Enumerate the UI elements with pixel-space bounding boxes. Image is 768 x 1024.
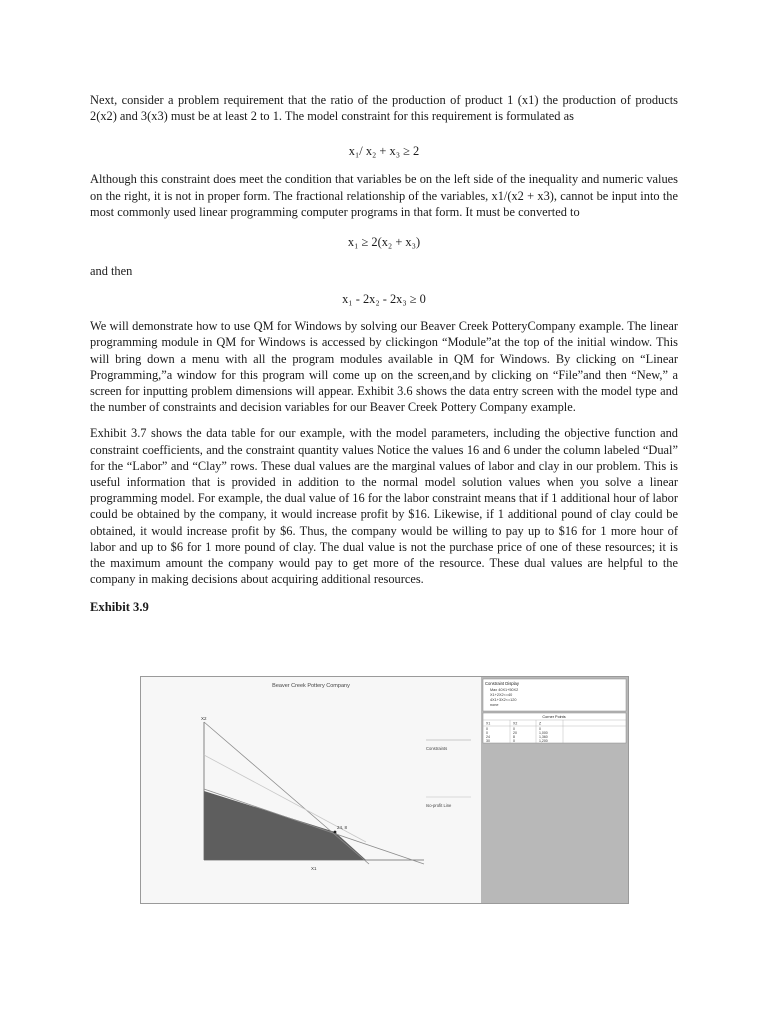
legend-constraints: Constraints — [426, 746, 448, 751]
equation-final: x₁ - 2x₂ - 2x₃ ≥ 0 — [342, 292, 426, 307]
corner-cell: 1,360 — [539, 735, 548, 739]
y-axis-label: X2 — [201, 716, 207, 721]
paragraph-constraint-form: Although this constraint does meet the condition that variables be on the left side of the inequality and numeric values on the right, it is not in proper form. The fractional relationship of the variables, x1/(x2 + x3), cannot be input into the most commonly used linear programming computer programs in that form. It must be converted to — [90, 172, 678, 219]
corner-cell: 0 — [486, 727, 488, 731]
equation-converted: x₁ ≥ 2(x₂ + x₃) — [347, 235, 421, 250]
paragraph-and-then: and then — [90, 264, 133, 279]
corner-cell: 1,000 — [539, 731, 548, 735]
corner-header-x1: X1 — [486, 721, 491, 726]
corner-points-title: Corner Points — [542, 715, 566, 719]
exhibit-label: Exhibit 3.9 — [90, 600, 149, 615]
optimal-point — [334, 831, 337, 834]
legend-isoprofit: Iso-profit Line — [426, 803, 452, 808]
constraint-option-none[interactable]: none — [490, 703, 499, 707]
equation-ratio: x₁/ x₂ + x₃ ≥ 2 — [348, 144, 420, 159]
corner-cell: 8 — [513, 735, 515, 739]
x-axis-label: X1 — [311, 866, 317, 871]
graph-screenshot — [141, 677, 628, 903]
constraint-option-clay[interactable]: 4X1+3X2<=120 — [490, 698, 517, 702]
corner-cell: 20 — [513, 731, 517, 735]
corner-cell: 30 — [486, 739, 490, 743]
corner-cell: 0 — [513, 739, 515, 743]
corner-header-x2: X2 — [513, 721, 518, 726]
corner-cell: 0 — [486, 731, 488, 735]
constraint-option-labor[interactable]: X1+2X2<=40 — [490, 693, 513, 697]
constraint-display-title: Constraint Display — [485, 681, 519, 686]
exhibit-figure — [140, 676, 629, 904]
optimal-point-label: 24, 8 — [337, 825, 348, 830]
corner-header-z: Z — [539, 721, 542, 726]
chart-title: Beaver Creek Pottery Company — [272, 683, 350, 689]
constraint-option-objective[interactable]: Max 40X1+50X2 — [490, 688, 519, 692]
corner-cell: 1,200 — [539, 739, 548, 743]
paragraph-qm-windows: We will demonstrate how to use QM for Windows by solving our Beaver Creek PotteryCompany example. The linear programming module in QM for Windows is accessed by clickingon “Module”at the top of the initial window. This will bring down a menu with all the program modules available in QM for Windows. By clicking on “Linear Programming,”a window for this program will come up on the screen,and by clicking on “File”and then “New,” a screen for inputting problem dimensions will appear. Exhibit 3.6 shows the data entry screen with the model type and the number of constraints and decision variables for our Beaver Creek Pottery Company example. — [90, 319, 678, 415]
corner-cell: 24 — [486, 735, 490, 739]
paragraph-ratio-requirement: Next, consider a problem requirement that the ratio of the production of product 1 (x1) the production of products 2(x2) and 3(x3) must be at least 2 to 1. The model constraint for this requirement is formulated as — [90, 93, 678, 124]
document-page — [90, 92, 678, 616]
corner-cell: 0 — [539, 727, 541, 731]
corner-cell: 0 — [513, 727, 515, 731]
paragraph-dual-values: Exhibit 3.7 shows the data table for our example, with the model parameters, including the objective function and constraint coefficients, and the constraint quantity values Notice the values 16 and 6 under the column labeled “Dual” for the “Labor” and “Clay” rows. These dual values are the marginal values of labor and clay in our problem. This is useful information that is provided in addition to the normal model solution values when you solve a linear programming model. For example, the dual value of 16 for the labor constraint means that if 1 additional hour of labor could be obtained by the company, it would increase profit by $16. Likewise, if 1 additional pound of clay could be obtained, it would increase profit by $6. Thus, the company would be willing to pay up to $16 for 1 more hour of labor and up to $6 for 1 more pound of clay. The dual value is not the purchase price of one of these resources; it is the maximum amount the company would pay to get more of the resource. These dual values are helpful to the company in making decisions about acquiring additional resources. — [90, 426, 678, 587]
